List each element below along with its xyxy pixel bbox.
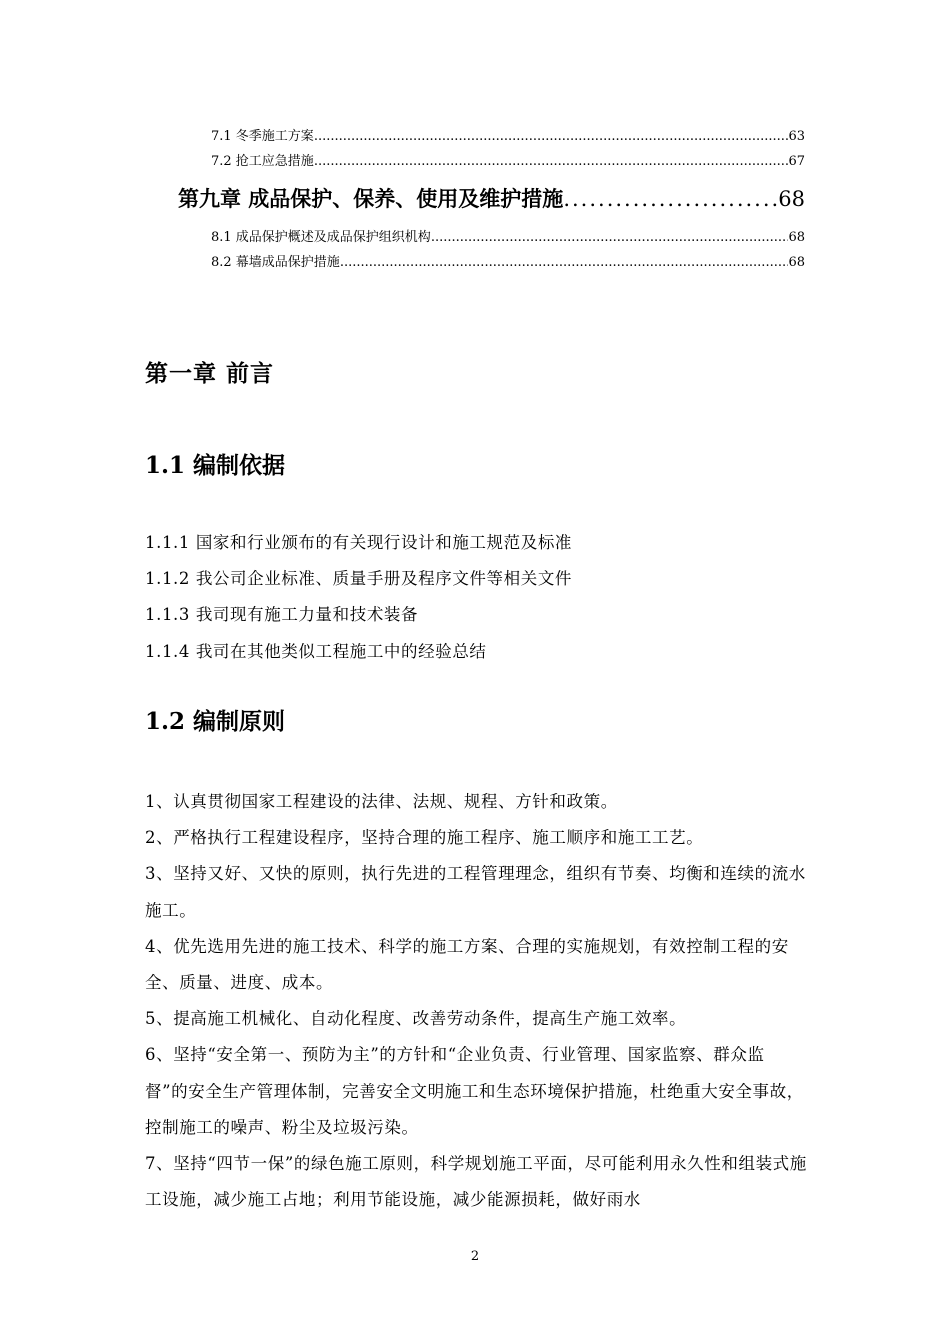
toc-entry-page: 63 (788, 129, 805, 144)
toc-entry-page: 68 (778, 187, 805, 211)
section-heading: 1.2 编制原则 (145, 708, 286, 735)
principle-item: 5、提高施工机械化、自动化程度、改善劳动条件，提高生产施工效率。 (145, 1009, 687, 1029)
basis-item: 1.1.2 我公司企业标准、质量手册及程序文件等相关文件 (145, 569, 573, 589)
section-heading: 1.1 编制依据 (145, 452, 286, 479)
toc-entry-title: 第九章 成品保护、保养、使用及维护措施 (178, 186, 564, 211)
page-number: 2 (470, 1249, 480, 1264)
toc-entry[interactable] (211, 253, 805, 273)
toc-entry[interactable] (211, 152, 805, 172)
principle-item: 7、坚持“四节一保”的绿色施工原则，科学规划施工平面，尽可能利用永久性和组装式施工设施，减少施工占地；利用节能设施，减少能源损耗，做好雨水 (145, 1154, 807, 1210)
toc-entry-page: 68 (788, 255, 805, 270)
principle-item: 2、严格执行工程建设程序，坚持合理的施工程序、施工顺序和施工工艺。 (145, 828, 704, 848)
toc-entry-title: 7.1 冬季施工方案 (211, 129, 314, 144)
toc-entry-page: 67 (788, 154, 805, 169)
toc-entry[interactable] (211, 228, 805, 248)
toc-entry-title: 7.2 抢工应急措施 (211, 154, 314, 169)
basis-item: 1.1.1 国家和行业颁布的有关现行设计和施工规范及标准 (145, 533, 573, 552)
toc-leader-dots (314, 152, 789, 172)
toc-leader-dots (563, 183, 778, 215)
basis-list (145, 525, 807, 670)
basis-item: 1.1.3 我司现有施工力量和技术装备 (145, 605, 419, 625)
principle-item: 6、坚持“安全第一、预防为主”的方针和“企业负责、行业管理、国家监察、群众监督”的安全生产管理体制，完善安全文明施工和生态环境保护措施，杜绝重大安全事故，控制施工的噪声、粉尘及垃圾污染。 (145, 1045, 804, 1137)
basis-item: 1.1.4 我司在其他类似工程施工中的经验总结 (145, 641, 487, 661)
toc-entry-title: 8.2 幕墙成品保护措施 (211, 255, 340, 270)
toc-leader-dots (340, 253, 789, 273)
toc-entry-title: 8.1 成品保护概述及成品保护组织机构 (211, 230, 431, 245)
chapter-heading: 第一章 前言 (145, 360, 275, 387)
toc-leader-dots (431, 228, 789, 248)
toc-chapter-entry[interactable] (178, 183, 805, 215)
principle-item: 4、优先选用先进的施工技术、科学的施工方案、合理的实施规划，有效控制工程的安全、质量、进度、成本。 (145, 936, 789, 993)
toc-leader-dots (314, 127, 789, 147)
principles-list (145, 784, 807, 1218)
toc-entry-page: 68 (788, 230, 805, 245)
toc-entry[interactable] (211, 127, 805, 147)
principle-item: 1、认真贯彻国家工程建设的法律、法规、规程、方针和政策。 (145, 792, 618, 811)
principle-item: 3、坚持又好、又快的原则，执行先进的工程管理理念，组织有节奏、均衡和连续的流水施工。 (145, 864, 806, 920)
